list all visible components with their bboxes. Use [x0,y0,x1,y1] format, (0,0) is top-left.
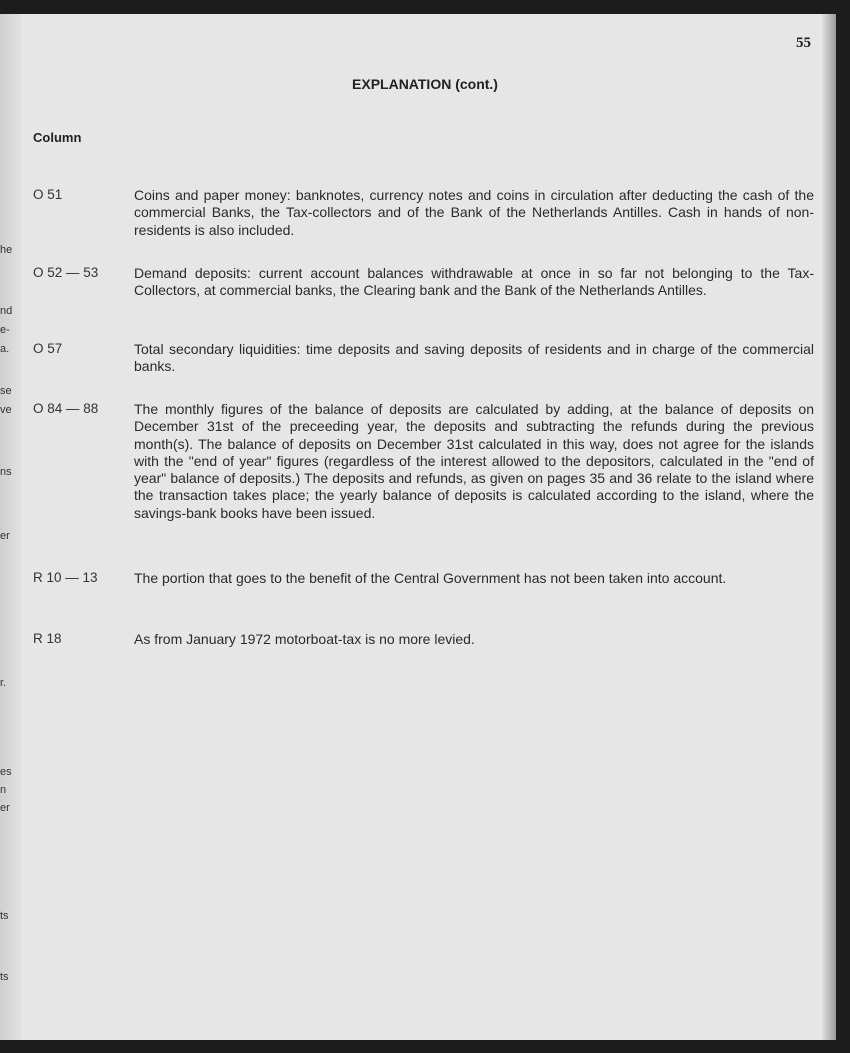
margin-fragment: n [0,784,7,796]
entry-text: Demand deposits: current account balances withdrawable at once in so far not belonging to the Tax-Collectors, at commercial banks, the Clearing bank and the Bank of the Netherlands Antilles. [134,265,814,299]
entry-text: The monthly figures of the balance of deposits are calculated by adding, at the balance of deposits on December 31st of the preceeding year, the deposits and subtracting the refunds during the previous month(s). The balance of deposits on December 31st calculated in this way, does not agree for the islands with the "end of year" figures (regardless of the interest allowed to the depositors, calculated in the "end of year" balance of deposits.) The deposits and refunds, as given on pages 35 and 36 relate to the island where the transaction takes place; the yearly balance of deposits is calculated according to the island, where the savings-bank books have been issued. [134,401,814,521]
entry-code: O 51 [33,187,63,202]
margin-fragment: ns [0,466,12,478]
entry-text: As from January 1972 motorboat-tax is no more levied. [134,631,475,647]
entry-code: O 57 [33,341,63,356]
page-sheet [0,14,832,1040]
entry-code: O 52 — 53 [33,265,99,280]
entry-code: R 18 [33,631,62,646]
entry-text: Total secondary liquidities: time deposits and saving deposits of residents and in charge of the commercial banks. [134,341,814,375]
page-edge [822,14,836,1040]
page-number: 55 [796,35,811,51]
margin-fragment: he [0,244,13,256]
entry-text: Coins and paper money: banknotes, currency notes and coins in circulation after deducting the cash of the commercial Banks, the Tax-collectors and of the Bank of the Netherlands Antilles. Cash in hands of non-residents is also included. [134,187,814,238]
entry-text: The portion that goes to the benefit of the Central Government has not been taken into account. [134,570,727,586]
margin-fragment: er [0,802,10,814]
margin-fragment: er [0,530,10,542]
margin-fragment: a. [0,343,10,355]
binding-gutter [0,14,22,1040]
page-title: EXPLANATION (cont.) [352,76,498,92]
entry-code: O 84 — 88 [33,401,99,416]
margin-fragment: r. [0,677,7,689]
margin-fragment: ts [0,910,9,922]
column-header: Column [33,130,82,145]
margin-fragment: se [0,385,12,397]
margin-fragment: ve [0,404,12,416]
margin-fragment: e- [0,324,10,336]
margin-fragment: ts [0,971,9,983]
margin-fragment: nd [0,305,13,317]
entry-code: R 10 — 13 [33,570,98,585]
margin-fragment: es [0,766,12,778]
